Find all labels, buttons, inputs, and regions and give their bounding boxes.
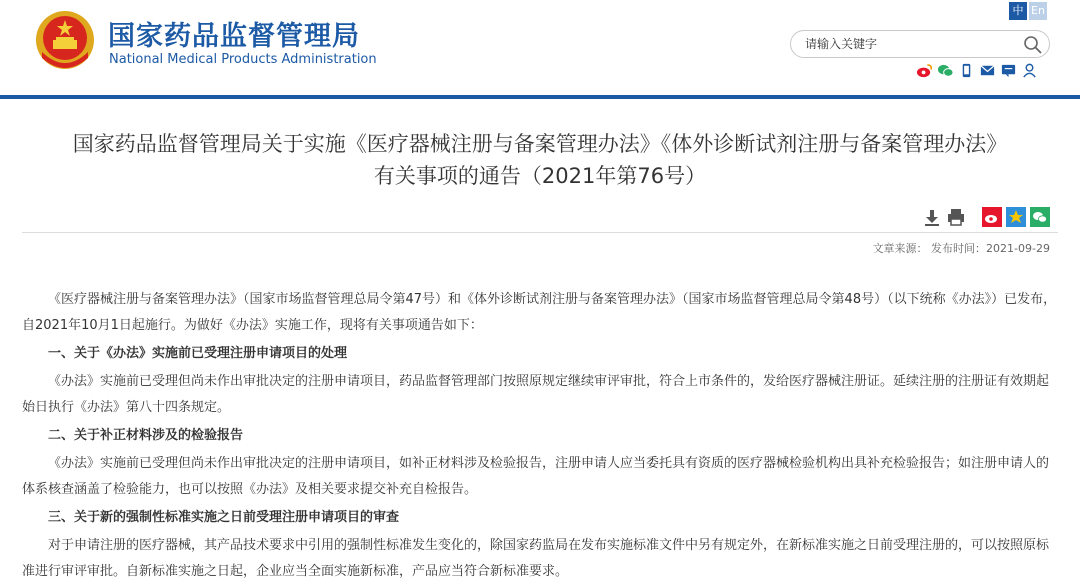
site-header: [0, 0, 1080, 97]
paragraph: 《办法》实施前已受理但尚未作出审批决定的注册申请项目，如补正材料涉及检验报告，注册申请人应当委托具有资质的医疗器械检验机构出具补充检验报告；如注册申请人的体系核查涵盖了检验能力，也可以按照《办法》及相关要求提交补充自检报告。: [22, 456, 1050, 497]
article-title-line-1: 国家药品监督管理局关于实施《医疗器械注册与备案管理办法》《体外诊断试剂注册与备案管理办法》: [72, 132, 1008, 156]
wechat-icon[interactable]: [937, 62, 954, 79]
paragraph: 对于申请注册的医疗器械，其产品技术要求中引用的强制性标准发生变化的，除国家药监局在发布实施标准文件中另有规定外，在新标准实施之日前受理注册的，可以按照原标准进行审评审批。自新标准实施之日起，企业应当全面实施新标准，产品应当符合新标准要求。: [22, 538, 1050, 579]
print-icon[interactable]: [946, 207, 966, 227]
article-title: [0, 128, 1080, 192]
article-toolbar: [922, 206, 1050, 228]
paragraph: 《医疗器械注册与备案管理办法》（国家市场监督管理总局令第47号）和《体外诊断试剂注册与备案管理办法》（国家市场监督管理总局令第48号）（以下统称《办法》）已发布，自2021年10月1日起施行。为做好《办法》实施工作，现将有关事项通告如下：: [22, 292, 1057, 333]
section-heading: 一、关于《办法》实施前已受理注册申请项目的处理: [48, 346, 348, 361]
search-input[interactable]: [805, 34, 1015, 54]
national-emblem-icon: [34, 8, 96, 72]
site-subtitle[interactable]: National Medical Products Administration: [109, 52, 377, 67]
mobile-icon[interactable]: [958, 62, 975, 79]
social-icons: [916, 62, 1038, 80]
lang-zh-button[interactable]: 中: [1009, 2, 1027, 20]
message-icon[interactable]: [1000, 62, 1017, 79]
title-divider: [22, 232, 1058, 233]
article-body: [22, 287, 1058, 586]
search-icon[interactable]: [1023, 35, 1043, 55]
user-icon[interactable]: [1021, 62, 1038, 79]
lang-en-button[interactable]: En: [1029, 2, 1047, 20]
header-divider: [0, 95, 1080, 99]
section-heading: 三、关于新的强制性标准实施之日前受理注册申请项目的审查: [48, 510, 400, 525]
paragraph: 《办法》实施前已受理但尚未作出审批决定的注册申请项目，药品监督管理部门按照原规定继续审评审批，符合上市条件的，发给医疗器械注册证。延续注册的注册证有效期起始日执行《办法》第八十四条规定。: [22, 374, 1050, 415]
section-heading: 二、关于补正材料涉及的检验报告: [48, 428, 244, 443]
mail-icon[interactable]: [979, 62, 996, 79]
article-meta: 文章来源： 发布时间：2021-09-29: [872, 242, 1050, 255]
share-qzone-icon[interactable]: [1006, 207, 1026, 227]
weibo-icon[interactable]: [916, 62, 933, 79]
article-title-line-2: 有关事项的通告（2021年第76号）: [373, 164, 707, 188]
site-title[interactable]: 国家药品监督管理局: [108, 21, 360, 52]
download-icon[interactable]: [922, 207, 942, 227]
search-box: [790, 30, 1050, 58]
share-wechat-icon[interactable]: [1030, 207, 1050, 227]
share-weibo-icon[interactable]: [982, 207, 1002, 227]
